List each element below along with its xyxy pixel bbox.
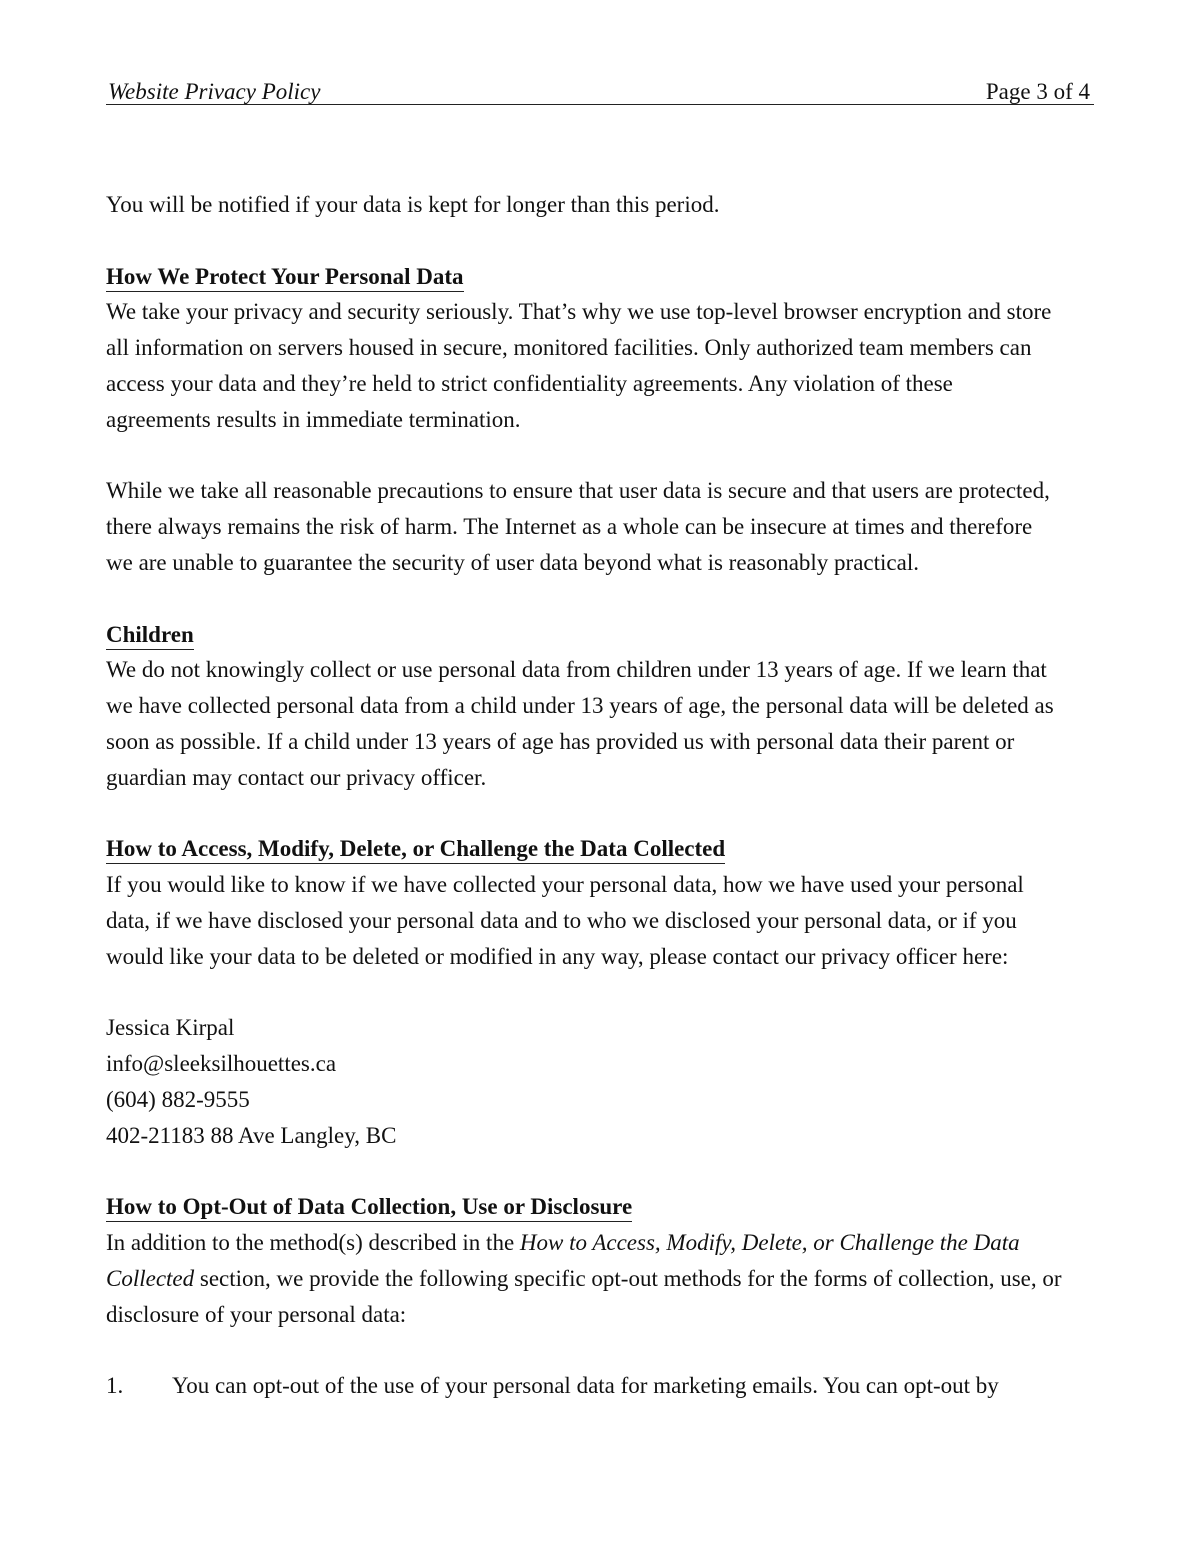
- paragraph-gap: [106, 975, 1106, 1011]
- section-reference: Collected: [106, 1265, 195, 1291]
- intro-paragraph: You will be notified if your data is kept for longer than this period.: [106, 192, 720, 217]
- paragraph-gap: [106, 796, 1106, 832]
- optout-text: In addition to the method(s) described in the: [106, 1230, 520, 1256]
- paragraph-gap: [106, 581, 1106, 617]
- access-line: If you would like to know if we have collected your personal data, how we have used your personal: [106, 872, 1024, 898]
- section-heading-access: How to Access, Modify, Delete, or Challenge the Data Collected: [106, 835, 725, 864]
- contact-name: Jessica Kirpal: [106, 1015, 235, 1041]
- children-line: soon as possible. If a child under 13 years of age has provided us with personal data their parent or: [106, 728, 1015, 754]
- section-heading-protect: How We Protect Your Personal Data: [106, 263, 464, 292]
- section-heading-children: Children: [106, 621, 194, 650]
- contact-email: info@sleeksilhouettes.ca: [106, 1051, 337, 1077]
- optout-line: [106, 1225, 1106, 1261]
- contact-address: 402-21183 88 Ave Langley, BC: [106, 1122, 397, 1148]
- protect-line: agreements results in immediate termination.: [106, 406, 521, 432]
- page-number: Page 3 of 4: [985, 79, 1090, 104]
- optout-line: [106, 1261, 1106, 1297]
- list-number: 1.: [106, 1373, 124, 1399]
- paragraph-gap: [106, 1333, 1106, 1369]
- protect-line: While we take all reasonable precautions to ensure that user data is secure and that users are protected,: [106, 478, 1050, 504]
- document-body: [106, 187, 1106, 1404]
- access-line: would like your data to be deleted or modified in any way, please contact our privacy officer here:: [106, 943, 1009, 969]
- paragraph-gap: [106, 438, 1106, 474]
- optout-text: section, we provide the following specific opt-out methods for the forms of collection, use, or: [194, 1265, 1062, 1291]
- protect-line: all information on servers housed in secure, monitored facilities. Only authorized team members can: [106, 335, 1032, 361]
- contact-phone: (604) 882-9555: [106, 1086, 250, 1112]
- optout-line: disclosure of your personal data:: [106, 1301, 407, 1327]
- protect-line: we are unable to guarantee the security of user data beyond what is reasonably practical.: [106, 549, 919, 575]
- paragraph-gap: [106, 223, 1106, 259]
- section-reference: How to Access, Modify, Delete, or Challenge the Data: [519, 1230, 1020, 1256]
- children-line: guardian may contact our privacy officer.: [106, 764, 487, 790]
- document-title: Website Privacy Policy: [108, 79, 321, 104]
- access-line: data, if we have disclosed your personal data and to who we disclosed your personal data, or if you: [106, 907, 1017, 933]
- list-item: [106, 1368, 1106, 1404]
- children-line: We do not knowingly collect or use personal data from children under 13 years of age. If we learn that: [106, 657, 1047, 683]
- section-heading-optout: How to Opt-Out of Data Collection, Use or Disclosure: [106, 1193, 632, 1222]
- list-text: You can opt-out of the use of your personal data for marketing emails. You can opt-out by: [172, 1373, 999, 1399]
- children-line: we have collected personal data from a child under 13 years of age, the personal data will be deleted as: [106, 693, 1054, 719]
- protect-line: access your data and they’re held to strict confidentiality agreements. Any violation of these: [106, 370, 953, 396]
- paragraph-gap: [106, 1154, 1106, 1190]
- protect-line: there always remains the risk of harm. The Internet as a whole can be insecure at times and therefore: [106, 514, 1033, 540]
- page-header: [106, 76, 1094, 105]
- protect-line: We take your privacy and security seriously. That’s why we use top-level browser encryption and store: [106, 299, 1052, 325]
